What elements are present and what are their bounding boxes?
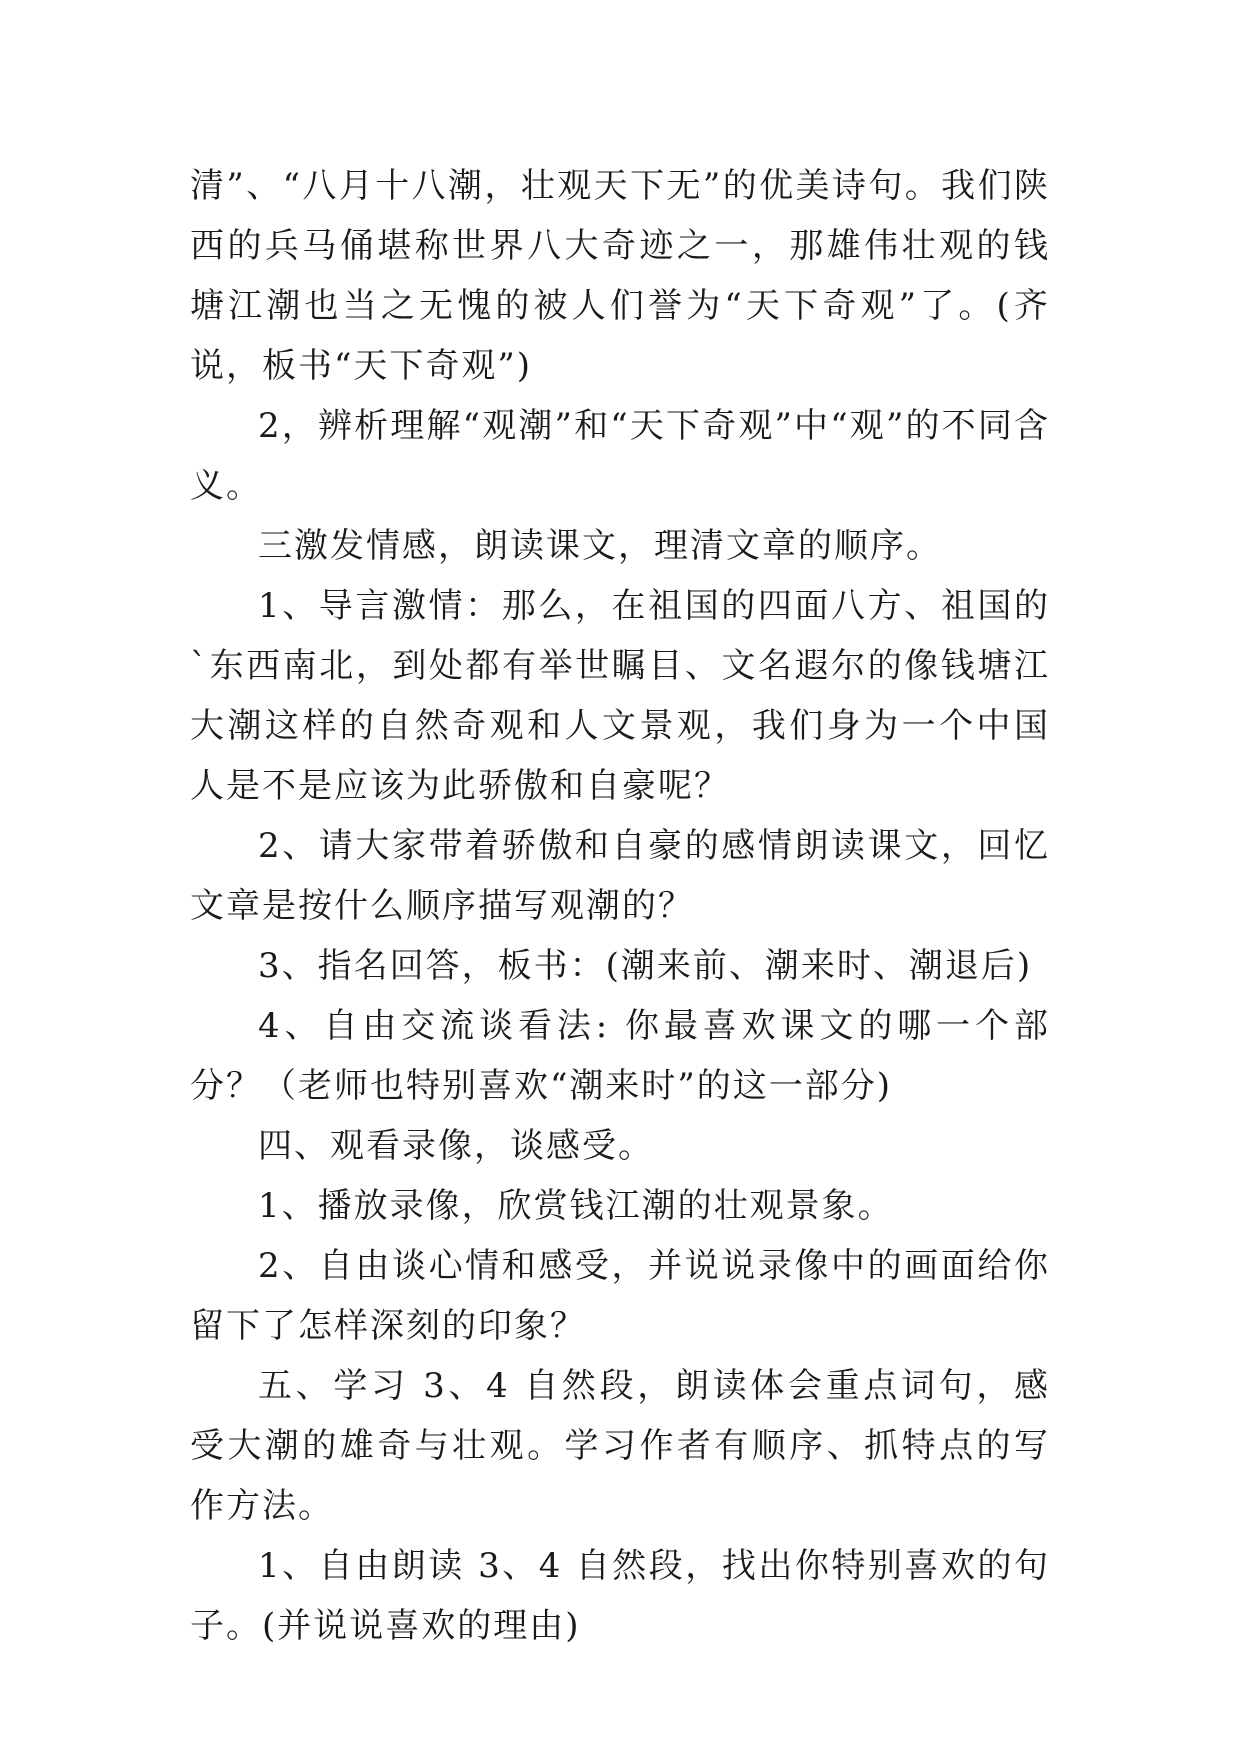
paragraph-item-3-answer: 3、指名回答，板书：(潮来前、潮来时、潮退后) bbox=[258, 946, 1033, 986]
document-body bbox=[190, 156, 1050, 1656]
paragraph-item-2-feelings: 2、自由谈心情和感受，并说说录像中的画面给你留下了怎样深刻的印象？ bbox=[190, 1246, 1050, 1346]
section-heading-3: 三激发情感，朗读课文，理清文章的顺序。 bbox=[258, 526, 942, 566]
paragraph-item-1-free-reading: 1、自由朗读 3、4 自然段，找出你特别喜欢的句子。(并说说喜欢的理由) bbox=[190, 1546, 1050, 1646]
section-heading-4: 四、观看录像，谈感受。 bbox=[258, 1126, 654, 1166]
paragraph-item-2-meaning: 2，辨析理解“观潮”和“天下奇观”中“观”的不同含义。 bbox=[190, 406, 1050, 506]
paragraph-item-1-video: 1、播放录像，欣赏钱江潮的壮观景象。 bbox=[258, 1186, 894, 1226]
paragraph-continuation: 清”、“八月十八潮，壮观天下无”的优美诗句。我们陕西的兵马俑堪称世界八大奇迹之一，那雄伟壮观的钱塘江潮也当之无愧的被人们誉为“天下奇观”了。(齐说，板书“天下奇观”) bbox=[190, 166, 1050, 386]
paragraph-item-1-intro: 1、导言激情：那么，在祖国的四面八方、祖国的`东西南北，到处都有举世瞩目、文名遐尔的像钱塘江大潮这样的自然奇观和人文景观，我们身为一个中国人是不是应该为此骄傲和自豪呢？ bbox=[190, 586, 1050, 806]
paragraph-item-4-discuss: 4、自由交流谈看法: 你最喜欢课文的哪一个部分？（老师也特别喜欢“潮来时”的这一部分) bbox=[190, 1006, 1050, 1106]
section-heading-5: 五、学习 3、4 自然段，朗读体会重点词句，感受大潮的雄奇与壮观。学习作者有顺序、抓特点的写作方法。 bbox=[190, 1366, 1050, 1526]
paragraph-item-2-read: 2、请大家带着骄傲和自豪的感情朗读课文，回忆文章是按什么顺序描写观潮的？ bbox=[190, 826, 1050, 926]
